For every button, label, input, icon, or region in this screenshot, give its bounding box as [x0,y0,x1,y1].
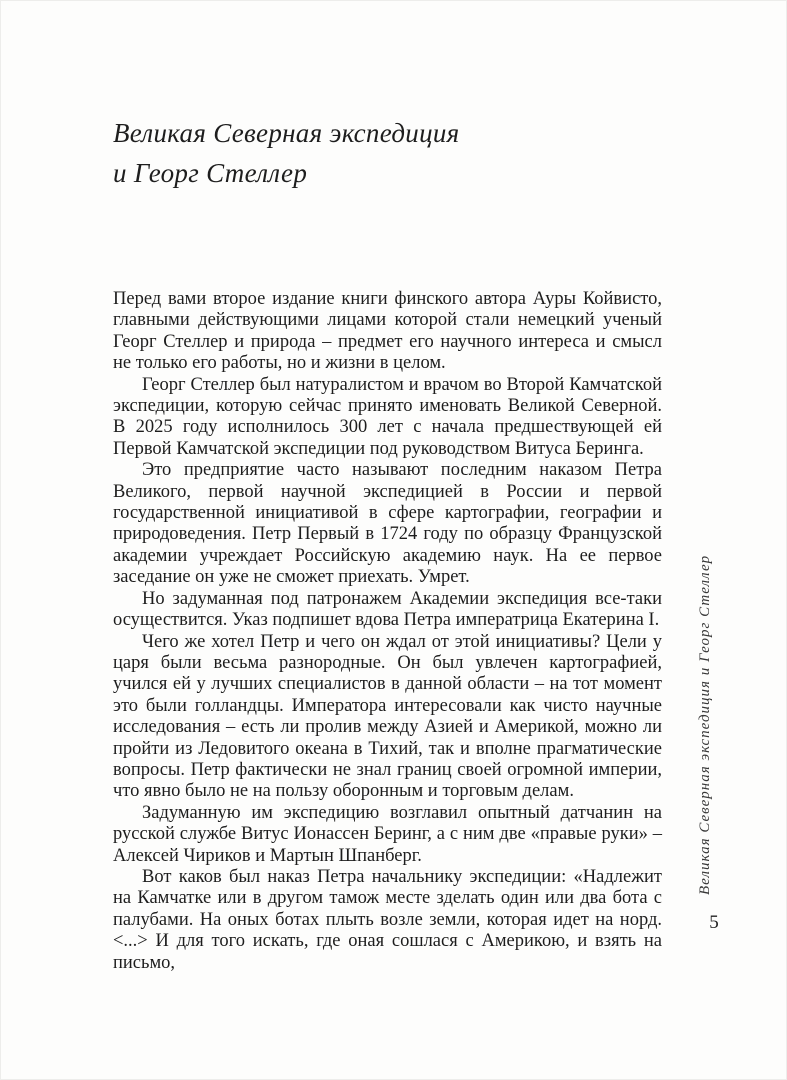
paragraph: Георг Стеллер был натуралистом и врачом во Второй Камчатской экспедиции, которую сейчас принято именовать Великой Северной. В 2025 году исполнилось 300 лет с начала предшествующей ей Первой Камчатской экспедиции под руководством Витуса Беринга. [113,374,662,459]
paragraph: Но задуманная под патронажем Академии экспедиция все-таки осуществится. Указ подпишет вдова Петра императрица Екатерина I. [113,588,662,631]
running-title-vertical: Великая Северная экспедиция и Георг Стеллер [697,554,713,895]
chapter-title-line-2: и Георг Стеллер [113,158,308,188]
paragraph: Перед вами второе издание книги финского автора Ауры Койвисто, главными действующими лицами которой стали немецкий ученый Георг Стеллер и природа – предмет его научного интереса и смысл не только его работы, но и жизни в целом. [113,289,662,374]
paragraph: Чего же хотел Петр и чего он ждал от этой инициативы? Цели у царя были весьма разнородные. Он был увлечен картографией, учился ей у лучших специалистов в данной области – на тот момент это были голландцы. Императора интересовали как чисто научные исследования – есть ли пролив между Азией и Америкой, можно ли пройти из Ледовитого океана в Тихий, так и вполне прагматические вопросы. Петр фактически не знал границ своей огромной империи, что явно было не на пользу оборонным и торговым делам. [113,631,662,802]
paragraph: Это предприятие часто называют последним наказом Петра Великого, первой научной экспедицией в России и первой государственной инициативой в сфере картографии, географии и природоведения. Петр Первый в 1724 году по образцу Французской академии учреждает Российскую академию наук. На ее первое заседание он уже не сможет приехать. Умрет. [113,460,662,588]
page-number: 5 [709,912,719,933]
paragraph: Вот каков был наказ Петра начальнику экспедиции: «Надлежит на Камчатке или в другом тамож месте зделать один или два бота с палубами. На оных ботах плыть возле земли, которая идет на норд. <...> И для того искать, где оная сошлася с Америкою, и взять на письмо, [113,866,662,973]
chapter-title [113,113,460,193]
chapter-title-line-1: Великая Северная экспедиция [113,118,460,148]
paragraph: Задуманную им экспедицию возглавил опытный датчанин на русской службе Витус Ионассен Беринг, а с ним две «правые руки» – Алексей Чириков и Мартын Шпанберг. [113,802,662,866]
body-text [113,289,662,974]
